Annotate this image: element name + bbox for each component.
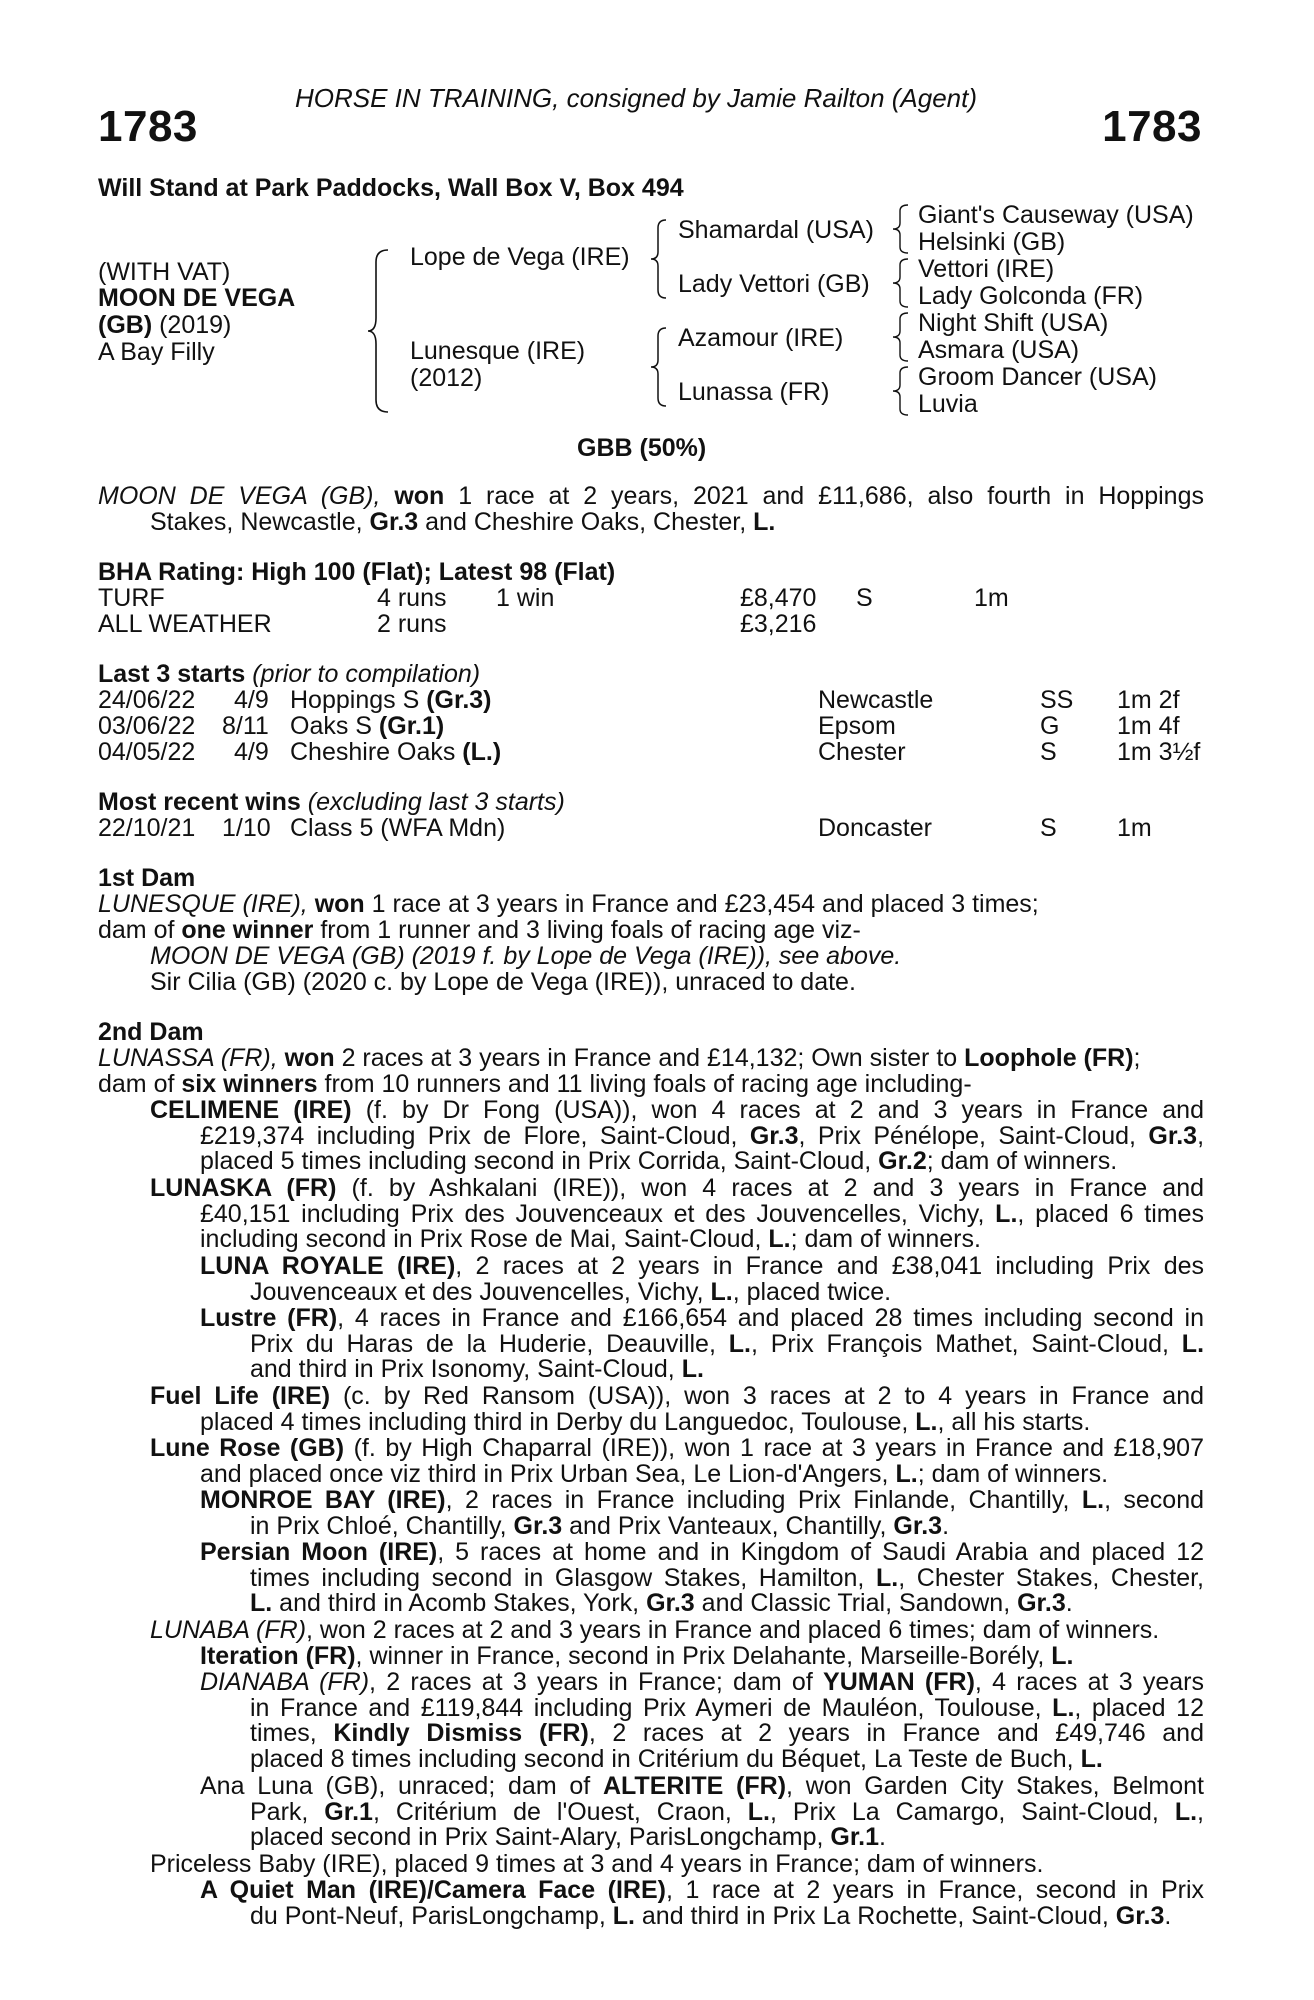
grandparent-5: Night Shift (USA) (918, 309, 1109, 337)
progeny-persian-moon: Persian Moon (IRE), 5 races at home and in Kingdom of Saudi Arabia and placed 12 (200, 1538, 1204, 1566)
progeny-iteration: Iteration (FR), winner in France, second in Prix Delahante, Marseille-Borély, L. (200, 1642, 1074, 1670)
vat-note: (WITH VAT) (98, 258, 231, 286)
first-dam-line-2: dam of one winner from 1 runner and 3 living foals of racing age viz- (98, 916, 861, 944)
progeny-lune-rose: Lune Rose (GB) (f. by High Chaparral (IRE)), won 1 race at 3 years in France and £18,907 (150, 1434, 1204, 1462)
progeny-monroe-bay-cont: in Prix Chloé, Chantilly, Gr.3 and Prix Vanteaux, Chantilly, Gr.3. (250, 1512, 950, 1540)
progeny-dianaba: DIANABA (FR), 2 races at 3 years in France; dam of YUMAN (FR), 4 races at 3 years (200, 1668, 1204, 1696)
grandparent-2: Helsinki (GB) (918, 228, 1066, 256)
progeny-dianaba-cont: in France and £119,844 including Prix Aymeri de Mauléon, Toulouse, L., placed 12 times, Kindly Dismiss (FR), 2 races at 2 years in France and £49,746 and placed 8 times including second in Critérium du Béquet, La Teste de Buch, L. (250, 1694, 1204, 1773)
progeny-priceless-baby: Priceless Baby (IRE), placed 9 times at 3 and 4 years in France; dam of winners. (150, 1850, 1044, 1878)
last-3-starts-heading: Last 3 starts (prior to compilation) (98, 660, 481, 688)
lot-number-right: 1783 (1102, 102, 1202, 151)
progeny-lune-rose-cont: and placed once viz third in Prix Urban Sea, Le Lion-d'Angers, L.; dam of winners. (200, 1460, 1109, 1488)
grandparent-8: Luvia (918, 390, 978, 418)
dam-sire: Azamour (IRE) (678, 324, 844, 352)
sire-dam: Lady Vettori (GB) (678, 270, 870, 298)
pedigree-brace-dam (648, 326, 672, 408)
progeny-lunaska-cont: £40,151 including Prix des Jouvenceaux et des Jouvencelles, Vichy, L., placed 6 times including second in Prix Rose de Mai, Saint-Cloud, L.; dam of winners. (200, 1200, 1204, 1254)
first-dam-foal-1: MOON DE VEGA (GB) (2019 f. by Lope de Vega (IRE)), see above. (150, 942, 902, 970)
consignment-line: HORSE IN TRAINING, consigned by Jamie Railton (Agent) (295, 83, 978, 113)
progeny-ana-luna-cont: Park, Gr.1, Critérium de l'Ouest, Craon, L., Prix La Camargo, Saint-Cloud, L., placed second in Prix Saint-Alary, ParisLongchamp, Gr.1. (250, 1798, 1204, 1852)
race-summary-cont: Stakes, Newcastle, Gr.3 and Cheshire Oaks, Chester, L. (150, 508, 776, 536)
progeny-luna-royale-cont: Jouvenceaux et des Jouvencelles, Vichy, L., placed twice. (250, 1278, 892, 1306)
progeny-monroe-bay: MONROE BAY (IRE), 2 races in France including Prix Finlande, Chantilly, L., second (200, 1486, 1205, 1514)
progeny-lunaska: LUNASKA (FR) (f. by Ashkalani (IRE)), won 4 races at 2 and 3 years in France and (150, 1174, 1204, 1202)
grandparent-1: Giant's Causeway (USA) (918, 201, 1194, 229)
progeny-a-quiet-man: A Quiet Man (IRE)/Camera Face (IRE), 1 race at 2 years in France, second in Prix (200, 1876, 1204, 1904)
horse-name: MOON DE VEGA (98, 284, 296, 312)
stand-location: Will Stand at Park Paddocks, Wall Box V, Box 494 (98, 174, 684, 202)
sire-sire: Shamardal (USA) (678, 216, 874, 244)
horse-description: A Bay Filly (98, 338, 215, 366)
progeny-celimene-cont: £219,374 including Prix de Flore, Saint-Cloud, Gr.3, Prix Pénélope, Saint-Cloud, Gr.3, placed 5 times including second in Prix Corrida, Saint-Cloud, Gr.2; dam of winners. (200, 1122, 1205, 1176)
horse-country-year: (GB) (2019) (98, 311, 232, 339)
pedigree-brace-g4 (890, 365, 914, 417)
progeny-lunaba: LUNABA (FR), won 2 races at 2 and 3 years in France and placed 6 times; dam of winners. (150, 1616, 1160, 1644)
gbb-percentage: GBB (50%) (577, 434, 707, 462)
pedigree-brace-sire (648, 218, 672, 300)
progeny-lustre: Lustre (FR), 4 races in France and £166,654 and placed 28 times including second in (200, 1304, 1205, 1332)
dam-dam: Lunassa (FR) (678, 378, 830, 406)
race-summary: MOON DE VEGA (GB), won 1 race at 2 years, 2021 and £11,686, also fourth in Hoppings (98, 482, 1204, 510)
progeny-ana-luna: Ana Luna (GB), unraced; dam of ALTERITE (FR), won Garden City Stakes, Belmont (200, 1772, 1204, 1800)
second-dam-heading: 2nd Dam (98, 1018, 204, 1046)
progeny-celimene: CELIMENE (IRE) (f. by Dr Fong (USA)), won 4 races at 2 and 3 years in France and (150, 1096, 1204, 1124)
first-dam-heading: 1st Dam (98, 864, 196, 892)
first-dam-line-1: LUNESQUE (IRE), won 1 race at 3 years in France and £23,454 and placed 3 times; (98, 890, 1039, 918)
bha-rating-heading: BHA Rating: High 100 (Flat); Latest 98 (Flat) (98, 558, 616, 586)
pedigree-brace-main (366, 248, 396, 414)
second-dam-line-2: dam of six winners from 10 runners and 11 living foals of racing age including- (98, 1070, 972, 1098)
first-dam-foal-2: Sir Cilia (GB) (2020 c. by Lope de Vega (IRE)), unraced to date. (150, 968, 856, 996)
dam: Lunesque (IRE) (410, 337, 586, 365)
second-dam-line-1: LUNASSA (FR), won 2 races at 3 years in France and £14,132; Own sister to Loophole (FR); (98, 1044, 1141, 1072)
progeny-lustre-cont: Prix du Haras de la Huderie, Deauville, L., Prix François Mathet, Saint-Cloud, L. and third in Prix Isonomy, Saint-Cloud, L. (250, 1330, 1205, 1384)
progeny-fuel-life-cont: placed 4 times including third in Derby du Languedoc, Toulouse, L., all his starts. (200, 1408, 1091, 1436)
progeny-a-quiet-man-cont: du Pont-Neuf, ParisLongchamp, L. and third in Prix La Rochette, Saint-Cloud, Gr.3. (250, 1902, 1172, 1930)
pedigree-brace-g3 (890, 311, 914, 363)
pedigree-brace-g2 (890, 257, 914, 309)
grandparent-6: Asmara (USA) (918, 336, 1080, 364)
grandparent-4: Lady Golconda (FR) (918, 282, 1144, 310)
grandparent-3: Vettori (IRE) (918, 255, 1055, 283)
grandparent-7: Groom Dancer (USA) (918, 363, 1157, 391)
sire: Lope de Vega (IRE) (410, 243, 630, 271)
dam-year: (2012) (410, 364, 483, 392)
progeny-persian-moon-cont: times including second in Glasgow Stakes, Hamilton, L., Chester Stakes, Chester, L. and third in Acomb Stakes, York, Gr.3 and Classic Trial, Sandown, Gr.3. (250, 1564, 1205, 1618)
progeny-luna-royale: LUNA ROYALE (IRE), 2 races at 2 years in France and £38,041 including Prix des (200, 1252, 1205, 1280)
pedigree-brace-g1 (890, 203, 914, 255)
progeny-fuel-life: Fuel Life (IRE) (c. by Red Ransom (USA)), won 3 races at 2 to 4 years in France and (150, 1382, 1204, 1410)
recent-wins-heading: Most recent wins (excluding last 3 starts) (98, 788, 565, 816)
lot-number-left: 1783 (98, 102, 198, 151)
